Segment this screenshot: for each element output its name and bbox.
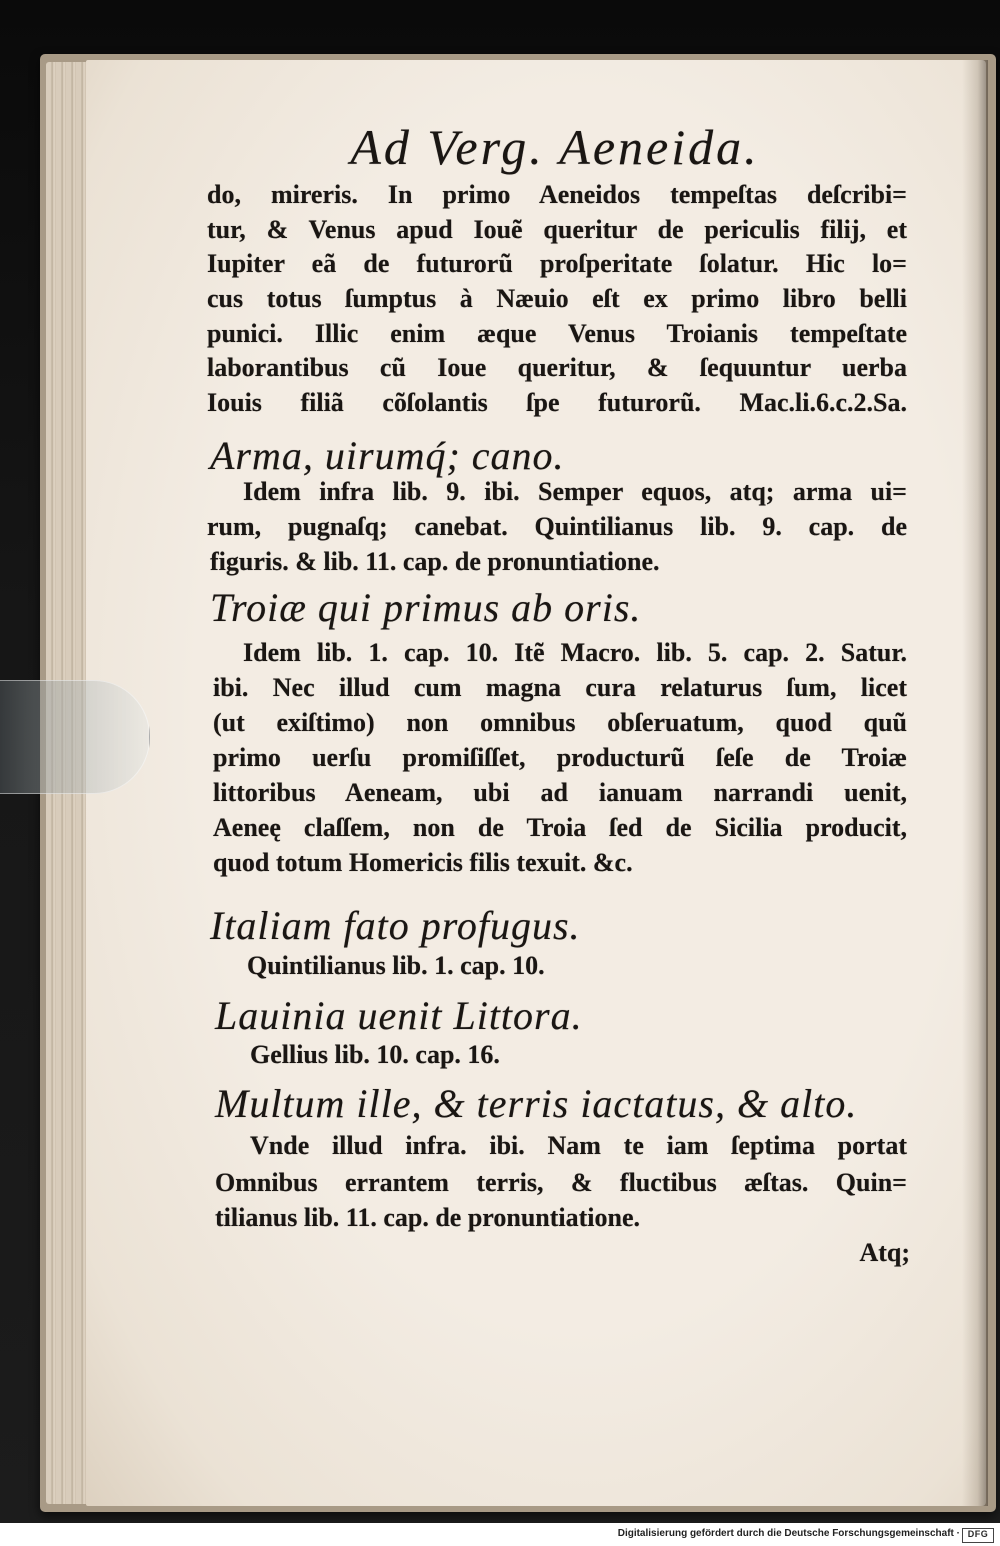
running-head: Ad Verg. Aeneida. bbox=[350, 119, 760, 175]
catchword: Atq; bbox=[859, 1238, 910, 1267]
text-line: cus totus ſumptus à Næuio eſt ex primo libro belli bbox=[207, 284, 907, 313]
text-line: Iupiter eã de futurorũ proſperitate ſolatur. Hic lo= bbox=[207, 249, 907, 278]
text-line: primo uerſu promiſiſſet, producturũ ſeſe de Troiæ bbox=[213, 743, 907, 772]
text-line: Vnde illud infra. ibi. Nam te iam ſeptima portat bbox=[250, 1131, 907, 1160]
footer-band bbox=[0, 1523, 1000, 1546]
text-line: Idem lib. 1. cap. 10. Itẽ Macro. lib. 5. cap. 2. Satur. bbox=[243, 638, 907, 667]
lemma-heading: Lauinia uenit Littora. bbox=[215, 993, 583, 1038]
text-line: figuris. & lib. 11. cap. de pronuntiatione. bbox=[210, 547, 660, 576]
text-line: quod totum Homericis filis texuit. &c. bbox=[213, 848, 633, 877]
text-line: laborantibus cũ Ioue queritur, & ſequuntur uerba bbox=[207, 353, 907, 382]
dfg-logo: DFG bbox=[962, 1528, 994, 1543]
text-line: Quintilianus lib. 1. cap. 10. bbox=[247, 951, 545, 980]
text-line: Gellius lib. 10. cap. 16. bbox=[250, 1040, 500, 1069]
lemma-heading: Multum ille, & terris iactatus, & alto. bbox=[215, 1081, 858, 1126]
page-holder-clip bbox=[0, 680, 150, 794]
lemma-heading: Troiæ qui primus ab oris. bbox=[210, 585, 642, 630]
text-line: tilianus lib. 11. cap. de pronuntiatione. bbox=[215, 1203, 641, 1232]
text-line: littoribus Aeneam, ubi ad ianuam narrandi uenit, bbox=[213, 778, 907, 807]
funding-credit: Digitalisierung gefördert durch die Deutsche Forschungsgemeinschaft · bbox=[617, 1528, 960, 1539]
lemma-heading: Italiam fato profugus. bbox=[210, 903, 581, 948]
text-line: rum, pugnaſq; canebat. Quintilianus lib. 9. cap. de bbox=[207, 512, 907, 541]
text-line: do, mireris. In primo Aeneidos tempeſtas deſcribi= bbox=[207, 180, 907, 209]
lemma-heading: Arma, uirumq́; cano. bbox=[210, 433, 565, 478]
text-line: ibi. Nec illud cum magna cura relaturus ſum, licet bbox=[213, 673, 907, 702]
text-line: Idem infra lib. 9. ibi. Semper equos, atq; arma ui= bbox=[243, 477, 907, 506]
text-line: Aeneę claſſem, non de Troia ſed de Sicilia producit, bbox=[213, 813, 907, 842]
text-line: punici. Illic enim æque Venus Troianis tempeſtate bbox=[207, 319, 907, 348]
page-gutter-shadow bbox=[962, 60, 988, 1506]
text-line: Iouis filiã cõſolantis ſpe futurorũ. Mac.li.6.c.2.Sa. bbox=[207, 388, 907, 417]
text-line: tur, & Venus apud Iouẽ queritur de periculis filij, et bbox=[207, 215, 907, 244]
text-line: Omnibus errantem terris, & fluctibus æſtas. Quin= bbox=[215, 1168, 907, 1197]
text-line: (ut exiſtimo) non omnibus obſeruatum, quod quũ bbox=[213, 708, 907, 737]
